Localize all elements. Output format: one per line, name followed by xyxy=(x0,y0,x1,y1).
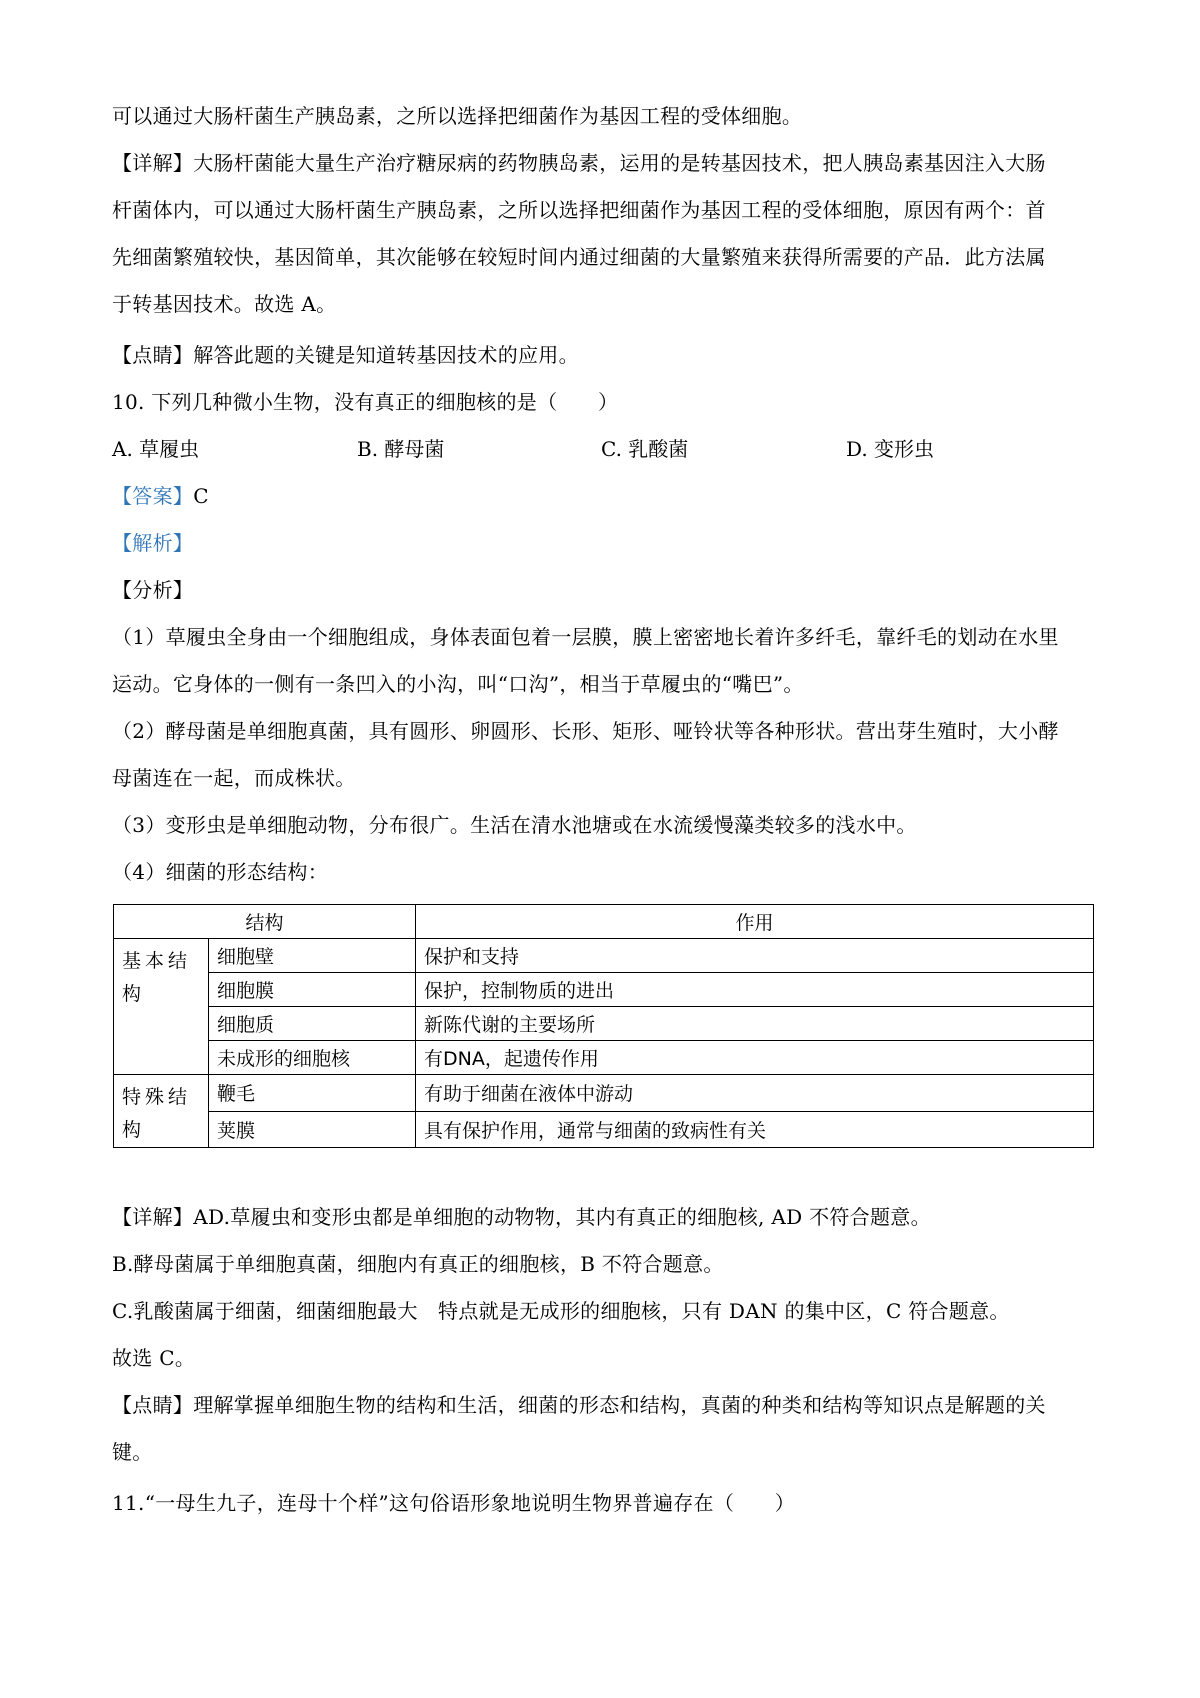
detail-paragraph: 【详解】大肠杆菌能大量生产治疗糖尿病的药物胰岛素，运用的是转基因技术，把人胰岛素基因注入大肠 xyxy=(112,151,1046,175)
text-line: B.酵母菌属于单细胞真菌，细胞内有真正的细胞核，B 不符合题意。 xyxy=(112,1252,724,1276)
group-basic: 基本结构 xyxy=(114,939,209,1075)
struct-function: 有助于细菌在液体中游动 xyxy=(416,1075,1094,1112)
bacteria-structure-table xyxy=(113,904,1094,1148)
text-line: 运动。它身体的一侧有一条凹入的小沟，叫“口沟”，相当于草履虫的“嘴巴”。 xyxy=(112,672,804,696)
option-b: B. 酵母菌 xyxy=(357,437,445,461)
text-line: C.乳酸菌属于细菌，细菌细胞最大 特点就是无成形的细胞核，只有 DAN 的集中区，C 符合题意。 xyxy=(112,1299,1010,1323)
text-line: 先细菌繁殖较快，基因简单，其次能够在较短时间内通过细菌的大量繁殖来获得所需要的产品．此方法属 xyxy=(112,245,1046,269)
answer-value: C xyxy=(193,484,209,508)
detail-paragraph: 【详解】AD.草履虫和变形虫都是单细胞的动物物，其内有真正的细胞核, AD 不符合题意。 xyxy=(112,1205,931,1229)
struct-function: 保护，控制物质的进出 xyxy=(416,973,1094,1007)
answer-line xyxy=(112,483,209,509)
struct-function: 有DNA，起遗传作用 xyxy=(416,1041,1094,1075)
text-line: 母菌连在一起，而成株状。 xyxy=(112,766,356,790)
table-row xyxy=(114,973,1094,1007)
text-line: 可以通过大肠杆菌生产胰岛素，之所以选择把细菌作为基因工程的受体细胞。 xyxy=(112,104,803,128)
question-11: 11.“一母生九子，连母十个样”这句俗语形象地说明生物界普遍存在（ ） xyxy=(112,1491,796,1515)
header-function: 作用 xyxy=(416,905,1094,939)
text-line: 于转基因技术。故选 A。 xyxy=(112,292,337,316)
text-line: 故选 C。 xyxy=(112,1346,196,1370)
table-header-row xyxy=(114,905,1094,939)
text-line: 键。 xyxy=(112,1440,153,1464)
struct-function: 具有保护作用，通常与细菌的致病性有关 xyxy=(416,1111,1094,1148)
text-line: （4）细菌的形态结构： xyxy=(112,860,329,884)
table-row xyxy=(114,939,1094,973)
question-10: 10. 下列几种微小生物，没有真正的细胞核的是（ ） xyxy=(112,390,619,414)
struct-name: 荚膜 xyxy=(209,1111,416,1148)
table-row xyxy=(114,1075,1094,1112)
struct-name: 细胞壁 xyxy=(209,939,416,973)
struct-name: 细胞膜 xyxy=(209,973,416,1007)
text-line: （2）酵母菌是单细胞真菌，具有圆形、卵圆形、长形、矩形、哑铃状等各种形状。营出芽生殖时，大小酵 xyxy=(112,719,1059,743)
tip-paragraph: 【点睛】理解掌握单细胞生物的结构和生活，细菌的形态和结构，真菌的种类和结构等知识点是解题的关 xyxy=(112,1393,1046,1417)
struct-name: 未成形的细胞核 xyxy=(209,1041,416,1075)
analysis-tag: 【解析】 xyxy=(112,531,194,555)
struct-name: 鞭毛 xyxy=(209,1075,416,1112)
struct-name: 细胞质 xyxy=(209,1007,416,1041)
table-row xyxy=(114,1041,1094,1075)
option-c: C. 乳酸菌 xyxy=(601,437,689,461)
option-a: A. 草履虫 xyxy=(112,437,200,461)
struct-function: 保护和支持 xyxy=(416,939,1094,973)
option-d: D. 变形虫 xyxy=(846,437,935,461)
text-line: （3）变形虫是单细胞动物，分布很广。生活在清水池塘或在水流缓慢藻类较多的浅水中。 xyxy=(112,813,917,837)
struct-function: 新陈代谢的主要场所 xyxy=(416,1007,1094,1041)
header-struct: 结构 xyxy=(114,905,416,939)
table-row xyxy=(114,1007,1094,1041)
text-line: 杆菌体内，可以通过大肠杆菌生产胰岛素，之所以选择把细菌作为基因工程的受体细胞，原因有两个：首 xyxy=(112,198,1046,222)
group-special: 特殊结构 xyxy=(114,1075,209,1148)
table-row xyxy=(114,1111,1094,1148)
fenxi-heading: 【分析】 xyxy=(112,578,194,602)
answer-tag: 【答案】 xyxy=(112,484,194,508)
text-line: （1）草履虫全身由一个细胞组成，身体表面包着一层膜，膜上密密地长着许多纤毛，靠纤毛的划动在水里 xyxy=(112,625,1059,649)
tip-paragraph: 【点睛】解答此题的关键是知道转基因技术的应用。 xyxy=(112,343,579,367)
